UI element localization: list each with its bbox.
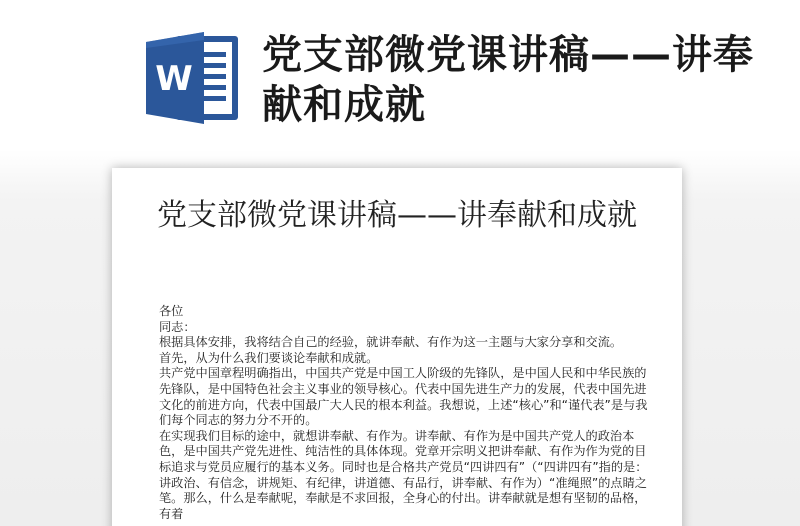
paragraph: 根据具体安排，我将结合自己的经验，就讲奉献、有作为这一主题与大家分享和交流。 [159, 335, 623, 350]
banner-title: 党支部微党课讲稿——讲奉献和成就 [262, 32, 754, 128]
document-page-preview [112, 168, 682, 526]
paragraph: 共产党中国章程明确指出，中国共产党是中国工人阶级的先锋队，是中国人民和中华民族的先锋队，是中国特色社会主义事业的领导核心。代表中国先进生产力的发展，代表中国先进文化的前进方向，代表中国最广大人民的根本利益。我想说，上述“核心”和“谨代表”是与我们每个同志的努力分不开的。 [159, 366, 648, 428]
word-document-icon [146, 30, 246, 126]
paragraph: 首先，从为什么我们要谈论奉献和成就。 [159, 350, 379, 365]
paragraph: 各位 [159, 304, 184, 318]
document-title: 党支部微党课讲稿——讲奉献和成就 [157, 198, 637, 233]
paragraph: 在实现我们目标的途中，就想讲奉献、有作为。讲奉献、有作为是中国共产党人的政治本色，是中国共产党先进性、纯洁性的具体体现。党章开宗明义把讲奉献、有作为作为党的目标追求与党员应履行的基本义务。同时也是合格共产党员“四讲四有”（“四讲四有”指的是：讲政治、有信念，讲规矩、有纪律，讲道德、有品行，讲奉献、有作为）“准绳照”的点睛之笔。那么，什么是奉献呢，奉献是不求回报，全身心的付出。讲奉献就是想有坚韧的品格，有着 [159, 428, 648, 521]
document-body [159, 304, 649, 522]
word-logo-letter: W [155, 59, 193, 99]
paragraph: 同志： [159, 319, 196, 334]
banner-header [0, 0, 800, 150]
